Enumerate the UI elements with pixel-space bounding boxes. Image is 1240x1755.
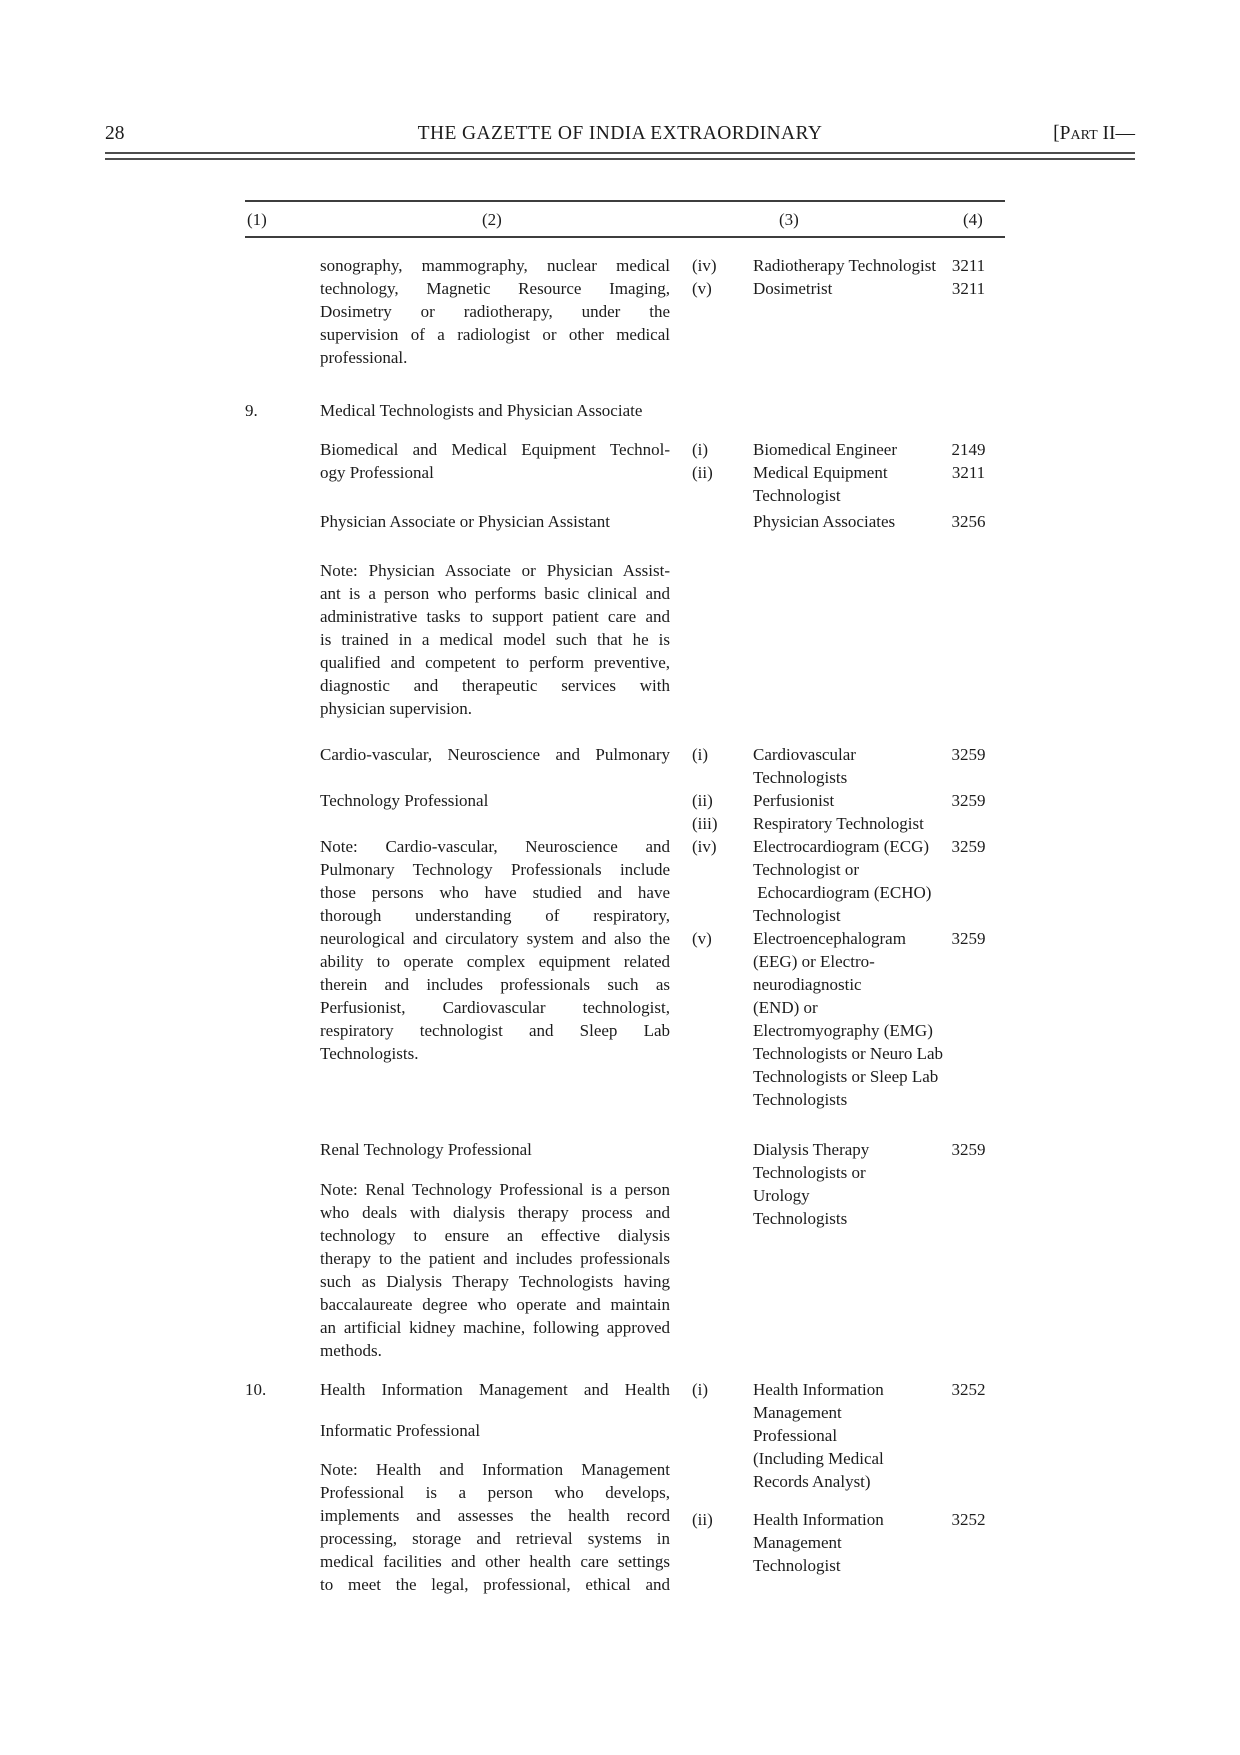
item-name-line: Radiotherapy Technologist [753,256,937,275]
item-numeral: (iv) [692,837,717,856]
item-name-line: Cardiovascular [753,745,856,764]
col2-line: respiratory technologist and Sleep Lab [320,1021,670,1040]
item-name-line: Respiratory Technologist [753,814,924,833]
page-number: 28 [105,123,125,144]
occupation-code: 3259 [951,837,986,856]
item-name-line: Records Analyst) [753,1472,871,1491]
item-name [753,1378,950,1493]
occupation-code: 3211 [951,256,986,275]
column-header-4: (4) [963,210,983,229]
col2-line: Note: Cardio-vascular, Neuroscience and [320,837,670,856]
occupation-item [692,254,1005,277]
occupation-item [692,1508,1005,1577]
occupation-code: 3211 [951,279,986,298]
column-header-3: (3) [779,210,799,229]
col2-line: is trained in a medical model such that he is [320,630,670,649]
description-column [320,399,670,422]
occupation-code: 3259 [951,791,986,810]
occupation-code: 3259 [951,745,986,764]
col2-line: Pulmonary Technology Professionals include [320,860,670,879]
col2-line: technology, Magnetic Resource Imaging, [320,279,670,298]
designation-column [692,254,1005,300]
occupation-item [692,1138,1005,1230]
item-name [753,743,950,789]
col2-line: Note: Physician Associate or Physician Assist- [320,561,670,580]
description-column [320,743,670,1065]
col2-line: technology to ensure an effective dialysis [320,1226,670,1245]
col2-line: methods. [320,1341,382,1360]
item-numeral: (i) [692,440,709,459]
item-name-line: Physician Associates [753,512,896,531]
designation-column [692,1138,1005,1230]
occupation-code: 3252 [951,1510,986,1529]
occupation-code: 3256 [951,512,986,531]
description-column [320,559,670,720]
item-name-line: neurodiagnostic [753,975,862,994]
occupation-code: 2149 [951,440,986,459]
row-number: 9. [245,401,258,420]
item-numeral: (v) [692,279,712,298]
item-name-line: Perfusionist [753,791,835,810]
col2-line: Perfusionist, Cardiovascular technologist, [320,998,670,1017]
col2-paragraph [320,438,670,484]
item-name [753,254,950,277]
item-name [753,789,950,812]
item-name [753,835,950,927]
item-numeral: (ii) [692,1510,713,1529]
col2-paragraph [320,1419,670,1442]
designation-column [692,438,1005,507]
item-name-line: Technologists or Sleep Lab [753,1067,939,1086]
table-body [245,254,1005,1596]
column-header-1: (1) [247,210,267,229]
occupation-item [692,510,1005,533]
col2-line: Physician Associate or Physician Assistant [320,512,610,531]
item-name-line: (EEG) or Electro- [753,952,875,971]
col2-line: Medical Technologists and Physician Associate [320,401,643,420]
item-name [753,438,950,461]
item-name-line: Technologists or [753,1163,866,1182]
item-name-line: Technologist or [753,860,859,879]
table-row [245,399,1005,422]
item-name-line: Technologists [753,1090,848,1109]
part-label: [Part II— [1053,123,1135,144]
col2-line: an artificial kidney machine, following approved [320,1318,670,1337]
occupations-table [245,200,1005,1596]
col2-line: physician supervision. [320,699,473,718]
col2-line: baccalaureate degree who operate and maintain [320,1295,670,1314]
description-column [320,1378,670,1596]
col2-line: Cardio-vascular, Neuroscience and Pulmonary [320,745,670,764]
occupation-item [692,743,1005,789]
item-name-line: Technologist [753,1556,841,1575]
col2-line: such as Dialysis Therapy Technologists having [320,1272,670,1291]
description-column [320,1138,670,1362]
table-row [245,510,1005,533]
col2-line: Informatic Professional [320,1421,481,1440]
item-name [753,277,950,300]
occupation-item [692,1378,1005,1493]
item-numeral: (ii) [692,791,713,810]
description-column [320,254,670,369]
item-name-line: Health Information [753,1380,884,1399]
item-numeral: (iv) [692,256,717,275]
item-name-line: Urology [753,1186,810,1205]
col2-paragraph [320,1458,670,1596]
col2-paragraph [320,835,670,1065]
item-name-line: Technologist [753,486,841,505]
col2-line: Technology Professional [320,791,489,810]
item-name-line: Electrocardiogram (ECG) [753,837,930,856]
column-header-2: (2) [482,210,502,229]
col2-line: Dosimetry or radiotherapy, under the [320,302,670,321]
gazette-title: THE GAZETTE OF INDIA EXTRAORDINARY [417,123,823,144]
col2-line: Note: Renal Technology Professional is a person [320,1180,670,1199]
item-numeral: (i) [692,745,709,764]
occupation-item [692,789,1005,812]
item-name-line: Technologists [753,768,848,787]
col2-line: Renal Technology Professional [320,1140,532,1159]
table-row [245,1138,1005,1362]
occupation-item [692,461,1005,507]
col2-line: ant is a person who performs basic clinical and [320,584,670,603]
item-name [753,927,950,1111]
item-name-line: Biomedical Engineer [753,440,897,459]
col2-line: medical facilities and other health care settings [320,1552,670,1571]
item-name-line: Health Information [753,1510,884,1529]
occupation-item [692,812,1005,835]
designation-column [692,510,1005,533]
item-name [753,510,950,533]
col2-line: Health Information Management and Health [320,1380,670,1399]
col2-paragraph [320,1138,670,1161]
table-row [245,743,1005,1111]
item-numeral: (v) [692,929,712,948]
occupation-item [692,277,1005,300]
item-name-line: Echocardiogram (ECHO) [753,883,932,902]
item-name [753,461,950,507]
item-name-line: Electroencephalogram [753,929,906,948]
col2-line: Technologists. [320,1044,419,1063]
page-header [105,122,1135,148]
col2-line: implements and assesses the health record [320,1506,670,1525]
col2-paragraph [320,399,670,422]
col2-line: Note: Health and Information Management [320,1460,670,1479]
col2-paragraph [320,559,670,720]
col2-line: diagnostic and therapeutic services with [320,676,670,695]
row-number: 10. [245,1380,267,1399]
col2-line: therein and includes professionals such as [320,975,670,994]
item-name-line: Electromyography (EMG) [753,1021,933,1040]
col2-line: professional. [320,348,408,367]
table-row [245,559,1005,720]
item-name-line: (END) or [753,998,818,1017]
item-name-line: Technologists or Neuro Lab [753,1044,944,1063]
col2-line: Professional is a person who develops, [320,1483,670,1502]
occupation-code: 3259 [951,929,986,948]
col2-line: ability to operate complex equipment related [320,952,670,971]
item-name [753,812,950,835]
designation-column [692,1378,1005,1577]
col2-line: supervision of a radiologist or other medical [320,325,670,344]
occupation-code: 3252 [951,1380,986,1399]
col2-line: who deals with dialysis therapy process and [320,1203,670,1222]
item-name-line: Dosimetrist [753,279,833,298]
item-name-line: Management [753,1403,842,1422]
item-name-line: Technologists [753,1209,848,1228]
double-rule [105,152,1135,160]
table-row [245,1378,1005,1596]
col2-line: qualified and competent to perform preventive, [320,653,670,672]
col2-paragraph [320,254,670,369]
occupation-item [692,438,1005,461]
occupation-code: 3259 [951,1140,986,1159]
item-name-line: Professional [753,1426,838,1445]
item-name [753,1508,950,1577]
table-row [245,438,1005,507]
item-name-line: Management [753,1533,842,1552]
item-numeral: (ii) [692,463,713,482]
col2-line: processing, storage and retrieval systems in [320,1529,670,1548]
col2-line: to meet the legal, professional, ethical and [320,1575,670,1594]
occupation-item [692,927,1005,1111]
col2-line: ogy Professional [320,463,434,482]
col2-paragraph [320,743,670,766]
col2-paragraph [320,1378,670,1401]
item-name [753,1138,950,1230]
col2-paragraph [320,1178,670,1362]
designation-column [692,743,1005,1111]
item-name-line: Technologist [753,906,841,925]
col2-paragraph [320,789,670,812]
item-numeral: (iii) [692,814,718,833]
item-numeral: (i) [692,1380,709,1399]
occupation-item [692,835,1005,927]
description-column [320,510,670,533]
occupation-code: 3211 [951,463,986,482]
col2-paragraph [320,510,670,533]
item-name-line: Dialysis Therapy [753,1140,870,1159]
description-column [320,438,670,484]
col2-line: therapy to the patient and includes professionals [320,1249,670,1268]
col2-line: those persons who have studied and have [320,883,670,902]
col2-line: neurological and circulatory system and also the [320,929,670,948]
col2-line: thorough understanding of respiratory, [320,906,670,925]
item-name-line: Medical Equipment [753,463,888,482]
item-name-line: (Including Medical [753,1449,884,1468]
table-column-header-row [245,200,1005,238]
table-row [245,254,1005,369]
col2-line: administrative tasks to support patient care and [320,607,670,626]
col2-line: Biomedical and Medical Equipment Technol- [320,440,670,459]
col2-line: sonography, mammography, nuclear medical [320,256,670,275]
